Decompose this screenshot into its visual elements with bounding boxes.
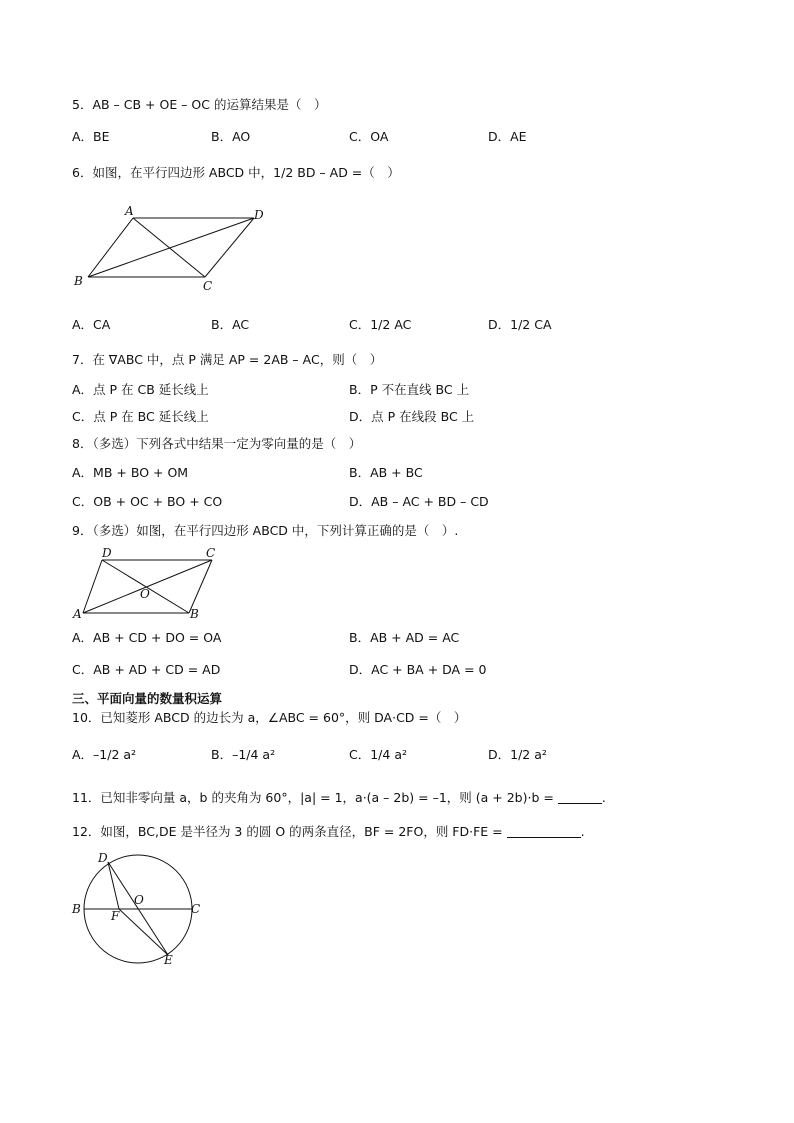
- q12-label-d: D: [98, 851, 108, 865]
- q6-label-a: A: [125, 204, 134, 218]
- q8-stem: 8．（多选）下列各式中结果一定为零向量的是（ ）: [72, 436, 362, 451]
- q6-option-d: D．1/2 CA: [488, 317, 552, 332]
- q6-parallelogram-figure: [72, 203, 272, 293]
- q11-answer-blank[interactable]: [558, 803, 602, 804]
- q9-option-c: C．AB + AD + CD = AD: [72, 662, 221, 677]
- q10-option-c: C．1/4 a²: [349, 747, 407, 762]
- q9-label-c: C: [206, 546, 216, 560]
- q8-option-c: C．OB + OC + BO + CO: [72, 494, 223, 509]
- q10-option-b: B．–1/4 a²: [211, 747, 276, 762]
- q12-label-e: E: [164, 953, 173, 967]
- q9-label-o: O: [140, 587, 150, 601]
- question-7: [72, 352, 382, 368]
- q5-option-d: D．AE: [488, 129, 527, 144]
- q5-stem: 5．AB – CB + OE – OC 的运算结果是（ ）: [72, 97, 327, 112]
- q12-label-b: B: [72, 902, 81, 916]
- question-10: [72, 710, 466, 726]
- q7-option-b: B．P 不在直线 BC 上: [349, 382, 470, 397]
- q9-label-d: D: [102, 546, 112, 560]
- section-title: 三、平面向量的数量积运算: [72, 691, 223, 706]
- q7-stem: 7．在 ∇ABC 中，点 P 满足 AP = 2AB – AC，则（ ）: [72, 352, 383, 367]
- q12-label-f: F: [111, 909, 120, 923]
- q8-option-d: D．AB – AC + BD – CD: [349, 494, 489, 509]
- q6-label-d: D: [254, 208, 264, 222]
- q9-option-d: D．AC + BA + DA = 0: [349, 662, 487, 677]
- q6-option-c: C．1/2 AC: [349, 317, 412, 332]
- q11-stem: 11．已知非零向量 a，b 的夹角为 60°，|a| = 1，a·(a – 2b) = –1，则 (a + 2b)·b =: [72, 790, 554, 805]
- q6-stem: 6．如图，在平行四边形 ABCD 中，1/2 BD – AD =（ ）: [72, 165, 400, 180]
- question-9: [72, 523, 458, 539]
- section-heading: [72, 691, 222, 707]
- q8-option-a: A．MB + BO + OM: [72, 465, 189, 480]
- q9-parallelogram-figure: [72, 545, 252, 625]
- q12-stem: 12．如图，BC,DE 是半径为 3 的圆 O 的两条直径，BF = 2FO，则 FD·FE =: [72, 824, 503, 839]
- q12-circle-figure: [68, 848, 208, 973]
- q12-label-c: C: [191, 902, 201, 916]
- q9-label-a: A: [73, 607, 82, 621]
- q10-option-a: A．–1/2 a²: [72, 747, 137, 762]
- question-12: 12．如图，BC,DE 是半径为 3 的圆 O 的两条直径，BF = 2FO，则 FD·FE = .: [72, 824, 585, 839]
- q7-option-d: D．点 P 在线段 BC 上: [349, 409, 475, 424]
- question-11: 11．已知非零向量 a，b 的夹角为 60°，|a| = 1，a·(a – 2b) = –1，则 (a + 2b)·b = .: [72, 790, 606, 805]
- q5-option-a: A．BE: [72, 129, 110, 144]
- q6-label-b: B: [74, 274, 83, 288]
- q10-option-d: D．1/2 a²: [488, 747, 547, 762]
- q9-option-a: A．AB + CD + DO = OA: [72, 630, 222, 645]
- q5-option-b: B．AO: [211, 129, 251, 144]
- q10-stem: 10．已知菱形 ABCD 的边长为 a，∠ABC = 60°，则 DA·CD =（ ）: [72, 710, 467, 725]
- q12-answer-blank[interactable]: [507, 837, 581, 838]
- q5-option-c: C．OA: [349, 129, 389, 144]
- question-5: [72, 97, 326, 113]
- q6-label-c: C: [203, 279, 213, 293]
- q8-option-b: B．AB + BC: [349, 465, 423, 480]
- question-8: [72, 436, 361, 452]
- q9-option-b: B．AB + AD = AC: [349, 630, 460, 645]
- q7-option-c: C．点 P 在 BC 延长线上: [72, 409, 209, 424]
- q6-option-a: A．CA: [72, 317, 111, 332]
- q12-label-o: O: [134, 893, 144, 907]
- q7-option-a: A．点 P 在 CB 延长线上: [72, 382, 209, 397]
- q9-label-b: B: [190, 607, 199, 621]
- q6-option-b: B．AC: [211, 317, 250, 332]
- question-6: [72, 165, 400, 181]
- q9-stem: 9．（多选）如图，在平行四边形 ABCD 中，下列计算正确的是（ ）.: [72, 523, 459, 538]
